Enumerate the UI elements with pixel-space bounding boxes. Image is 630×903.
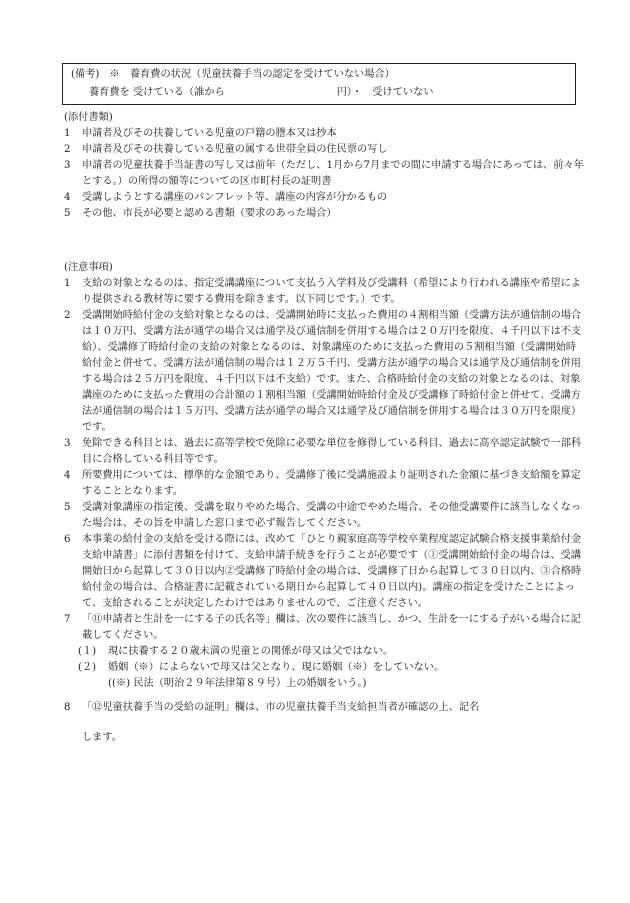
list-item: 5 その他、市長が必要と認める書類（要求のあった場合）: [64, 208, 337, 219]
list-item: 7 「⑪申請者と生計を一にする子の氏名等」欄は、次の要件に該当し、かつ、生計を一にする子がいる場合に記載してください。: [64, 614, 581, 641]
marriage-definition-note: ((※) 民法（明治２９年法律第８９号）上の婚姻をいう。): [108, 678, 367, 689]
child-support-receiving: 養育費を 受けている（誰から: [89, 87, 225, 98]
list-item: 4 所要費用については、標準的な金額であり、受講修了後に受講施設より証明された金額に基づき支給額を算定することとなります。: [64, 470, 581, 497]
notes-section: [64, 260, 584, 746]
sub-list-item: (１) 現に扶養する２０歳未満の児童との関係が母又は父ではない。: [78, 646, 394, 657]
child-support-amount-and-not-receiving: 円）・ 受けていない: [336, 87, 434, 98]
attachments-heading: (添付書類): [64, 112, 113, 123]
remarks-title: (備考) ※ 養育費の状況（児童扶養手当の認定を受けていない場合）: [71, 69, 395, 80]
list-item: 2 申請者及びその扶養している児童の属する世帯全員の住民票の写し: [64, 144, 388, 155]
list-item-continuation: します。: [82, 732, 122, 743]
child-support-status: [89, 85, 433, 101]
list-item: 1 支給の対象となるのは、指定受講講座について支払う入学料及び受講料（希望により行われる講座や希望により提供される教材等に要する費用を除きます。以下同じです。）です。: [64, 278, 581, 305]
notes-heading: (注意事項): [64, 262, 113, 273]
list-item: 3 免除できる科目とは、過去に高等学校で免除に必要な単位を修得している科目、過去に高卒認定試験で一部科目に合格している科目等です。: [64, 438, 582, 465]
list-item: 1 申請者及びその扶養している児童の戸籍の謄本又は抄本: [64, 128, 337, 139]
sub-list-item: (２) 婚姻（※）によらないで母又は父となり、現に婚姻（※）をしていない。: [78, 662, 445, 673]
list-item: 4 受講しようとする講座のパンフレット等、講座の内容が分かるもの: [64, 192, 388, 203]
list-item: 6 本事業の給付金の支給を受ける際には、改めて「ひとり親家庭高等学校卒業程度認定試験合格支援事業給付金支給申請書」に添付書類を付けて、支給申請手続きを行うことが必要です（①受講開始給付金の場合は、受講開始日から起算して３０日以内②受講修了時給付金の場合は、受講修了日から起算して３０日以内、③合格時給付金の場合は、合格証書に記載されている期日から起算して４０日以内)。講座の指定を受けたことによって、支給されることが決定したわけではありませんので、ご注意ください。: [64, 534, 582, 609]
remarks-box: [62, 63, 576, 105]
list-item: 5 受講対象講座の指定後、受講を取りやめた場合、受講の中途でやめた場合、その他受講要件に該当しなくなった場合は、その旨を申請した窓口まで必ず報告してください。: [64, 502, 582, 529]
attachments-section: [64, 110, 584, 222]
list-item: 2 受講開始時給付金の支給対象となるのは、受講開始時に支払った費用の４割相当額（受講方法が通信制の場合は１０万円、受講方法が通学の場合又は通学及び通信制を併用する場合は２０万円を限度、４千円以下は不支給）、受講修了時給付金の支給の対象となるのは、対象講座のために支払った費用の５割相当額（受講開始時給付金と併せて、受講方法が通信制の場合は１２万５千円、受講方法が通学の場合又は通学及び通信制を併用する場合は２５万円を限度、４千円以下は不支給）です。また、合格時給付金の支給の対象となるのは、対象講座のために支払った費用の合計額の１割相当額（受講開始時給付金及び受講修了時給付金と併せて、受講方法が通信制の場合は１５万円、受講方法が通学の場合又は通学及び通信制を併用する場合は３０万円を限度）です。: [64, 310, 582, 433]
list-item: 8 「⑫児童扶養手当の受給の証明」欄は、市の児童扶養手当支給担当者が確認の上、記名: [64, 702, 480, 713]
list-item: 3 申請者の児童扶養手当証書の写し又は前年（ただし、1月から7月までの間に申請する場合にあっては、前々年とする。）の所得の額等についての区市町村長の証明書: [64, 160, 584, 187]
